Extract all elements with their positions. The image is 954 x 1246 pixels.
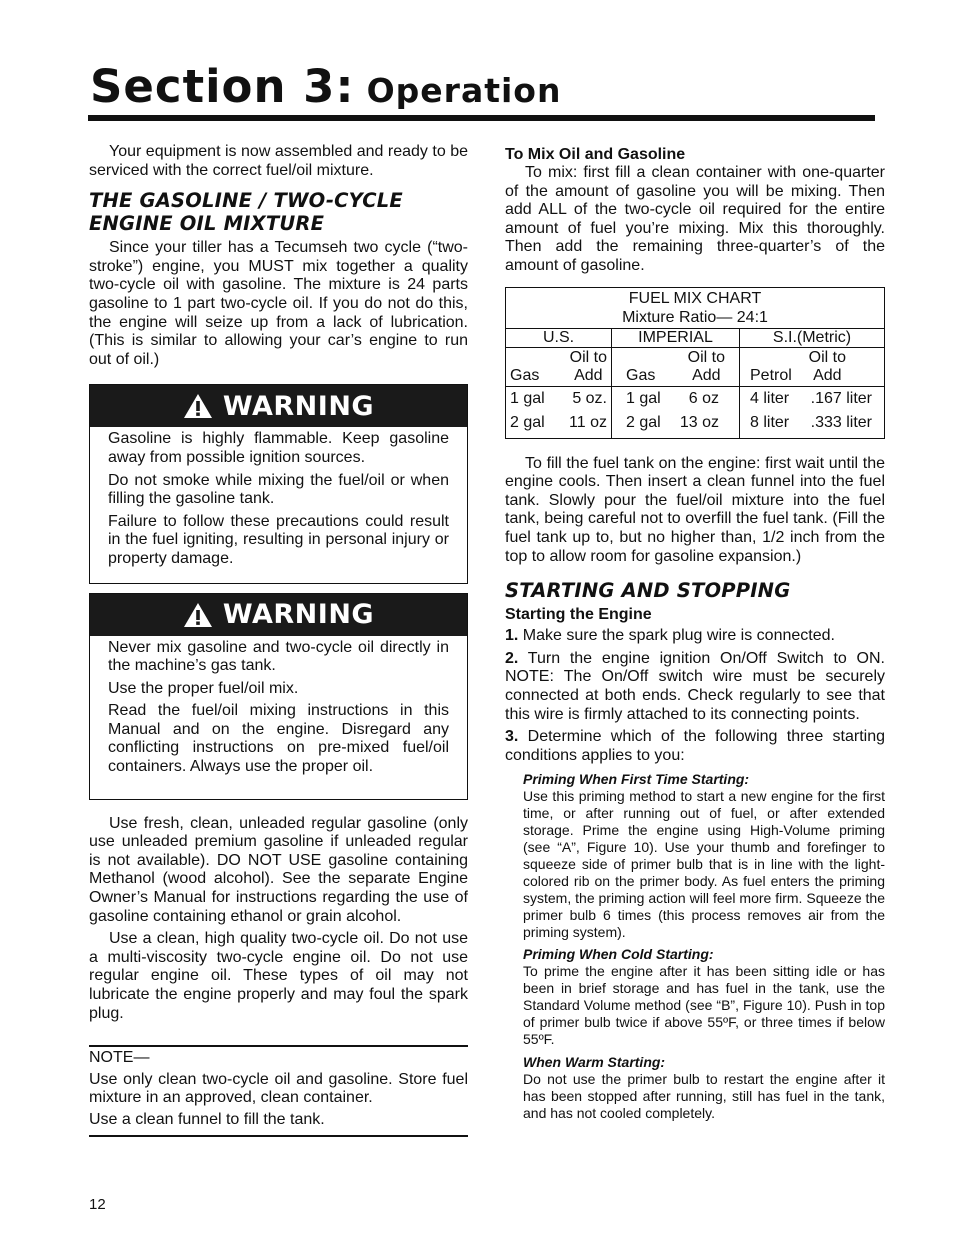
warning-line: Use the proper fuel/oil mix. [108,679,299,697]
warning-box-gasoline [89,384,468,583]
chart-row [506,387,611,411]
gas-value: 1 gal [626,389,661,407]
warning-triangle-icon [183,393,213,419]
chart-system-row [506,328,885,347]
step-text: Turn the engine ignition On/Off Switch to ON. NOTE: The On/Off switch wire must be securely connected at both ends. Check regularly to see that this wire is firmly attached to its connecting points. [505,649,885,723]
intro-paragraph: Your equipment is now assembled and ready to be serviced with the correct fuel/oil mixture. [89,143,468,179]
gas-value: 1 gal [510,389,545,407]
chart-row [506,411,611,435]
starting-engine-subheading: Starting the Engine [505,606,652,624]
page-number: 12 [89,1196,106,1213]
section-title: Operation [366,71,562,110]
mixture-paragraph: Since your tiller has a Tecumseh two cycle (“two-stroke”) engine, you MUST mix together a quality two-cycle oil with gasoline. The mixture is 24 parts gasoline to 1 part two-cycle oil. If you do not do this, the engine will seize up from a lack of lubrication. (This is similar to allowing your car’s engine to run out of oil.) [89,239,468,368]
warning-header [90,385,467,427]
priming-cold-paragraph: To prime the engine after it has been sitting idle or has been in brief storage and has fuel in the tank, use the Standard Volume method (see “B”, Figure 10). Push in top of primer bulb twice if above 55ºF, or three times if below 55ºF. [523,963,885,1048]
system-metric: S.I.(Metric) [740,328,885,347]
warning-line: Do not smoke while mixing the fuel/oil or when filling the gasoline tank. [108,471,449,508]
gas-head: Gas [510,366,540,384]
gasoline-paragraph: Use fresh, clean, unleaded regular gasoline (only use unleaded premium gasoline if unleaded regular is not available). DO NOT USE gasoline containing Methanol (wood alcohol). See the separate Engine Owner’s Manual for instructions regarding the use of gasoline containing ethanol or grain alcohol. [89,814,468,925]
chart-data-rows [506,386,885,438]
oil-head-bottom: Add [692,366,721,384]
oil-head-top: Oil to [808,348,846,366]
chart-row [740,387,884,411]
chart-row [612,411,739,435]
warning-triangle-icon [183,602,213,628]
gas-value: 2 gal [510,413,545,431]
mix-paragraph: To mix: first fill a clean container with one-quarter of the amount of gasoline you will be mixing. Then add ALL of the two-cycle oil required for the entire amount of fuel you’re mixing. Mix this thoroughly. Then add the remaining three-quarter’s of the amount of gasoline. [505,164,885,274]
gas-value: 8 liter [750,413,790,431]
chart-row [740,411,884,435]
oil-value: .167 liter [810,389,872,407]
mix-heading: To Mix Oil and Gasoline [505,146,686,163]
warning-box-mixing [89,593,468,800]
warm-starting-paragraph: Do not use the primer bulb to restart the engine after it has been stopped after running, still has fuel in the tank, and has not cooled completely. [523,1070,885,1121]
priming-first-paragraph: Use this priming method to start a new engine for the first time, or after running out of fuel, or after extended storage. Prime the engine using High-Volume priming (see “A”, Figure 10). Use your thumb and forefinger to squeeze side of primer bulb that is in line with the light-colored rib on the primer body. As fuel enters the priming system, the priming action will feel more firm. Squeeze the primer bulb 6 times (this process removes air from the priming system). [523,788,885,940]
warning-label: WARNING [222,390,375,422]
step-number: 1. [505,627,519,645]
fill-paragraph: To fill the fuel tank on the engine: first wait until the engine cools. Then insert a clean funnel into the fuel tank. Slowly pour the fuel/oil mixture into the fuel tank, being careful not to overfill the fuel tank. (Fill the fuel tank up to, but no higher than, 1/2 inch from the top to allow room for gasoline expansion.) [505,454,885,565]
mixture-heading: THE GASOLINE / TWO-CYCLE ENGINE OIL MIXTURE [89,189,403,236]
oil-head-bottom: Add [574,366,603,384]
oil-paragraph: Use a clean, high quality two-cycle oil. Do not use a multi-viscosity two-cycle engine oil. Do not use regular engine oil. These types of oil may not lubricate the engine properly and may foul the spark plug. [89,930,468,1022]
oil-value: .333 liter [810,413,872,431]
oil-value: 6 oz [688,389,719,407]
oil-head-top: Oil to [687,348,725,366]
warning-line: Gasoline is highly flammable. Keep gasoline away from possible ignition sources. [108,430,449,466]
gas-value: 2 gal [626,413,661,431]
chart-ratio: Mixture Ratio— 24:1 [622,308,768,326]
note-box [89,1045,468,1136]
chart-column-heads [506,347,885,386]
warning-label: WARNING [222,599,375,630]
oil-value: 11 oz [569,413,607,431]
step-1 [505,627,885,646]
step-2 [505,650,885,724]
warning-body [90,427,467,582]
step-text: Make sure the spark plug wire is connected. [522,627,835,645]
chart-title: FUEL MIX CHART [628,289,762,307]
gas-value: 4 liter [750,389,790,407]
oil-value: 13 oz [679,413,719,431]
warning-body [90,636,467,799]
oil-value: 5 oz. [572,389,607,407]
note-label: NOTE— [89,1049,150,1067]
fuel-mix-chart [505,287,885,439]
step-number: 2. [505,649,519,667]
warning-line: Failure to follow these precautions could result in the fuel igniting, resulting in personal injury or property damage. [108,512,449,567]
note-line: Use a clean funnel to fill the tank. [89,1110,325,1128]
step-3 [505,728,885,765]
gas-head: Gas [626,366,656,384]
priming-first-heading: Priming When First Time Starting: [523,771,750,788]
page-title [90,60,561,113]
system-us: U.S. [506,328,612,347]
right-column [505,143,885,1122]
chart-row [612,387,739,411]
note-line: Use only clean two-cycle oil and gasoline. Store fuel mixture in an approved, clean container. [89,1070,468,1107]
left-column [89,143,468,1137]
oil-head-top: Oil to [569,348,607,366]
warning-header [90,594,467,636]
warning-line: Read the fuel/oil mixing instructions in this Manual and on the engine. Disregard any conflicting instructions on pre-mixed fuel/oil containers. Always use the proper oil. [108,702,449,776]
priming-cold-heading: Priming When Cold Starting: [523,946,714,963]
warm-starting-heading: When Warm Starting: [523,1053,666,1070]
chart-title-row [506,287,885,328]
section-label: Section 3: [90,60,355,113]
warning-line: Never mix gasoline and two-cycle oil directly in the machine’s gas tank. [108,638,449,675]
title-rule [88,115,875,121]
oil-head-bottom: Add [813,366,842,384]
system-imperial: IMPERIAL [612,328,740,347]
starting-stopping-heading: STARTING AND STOPPING [505,579,791,603]
step-number: 3. [505,728,519,746]
step-text: Determine which of the following three starting conditions applies to you: [505,728,885,764]
petrol-head: Petrol [750,366,792,384]
